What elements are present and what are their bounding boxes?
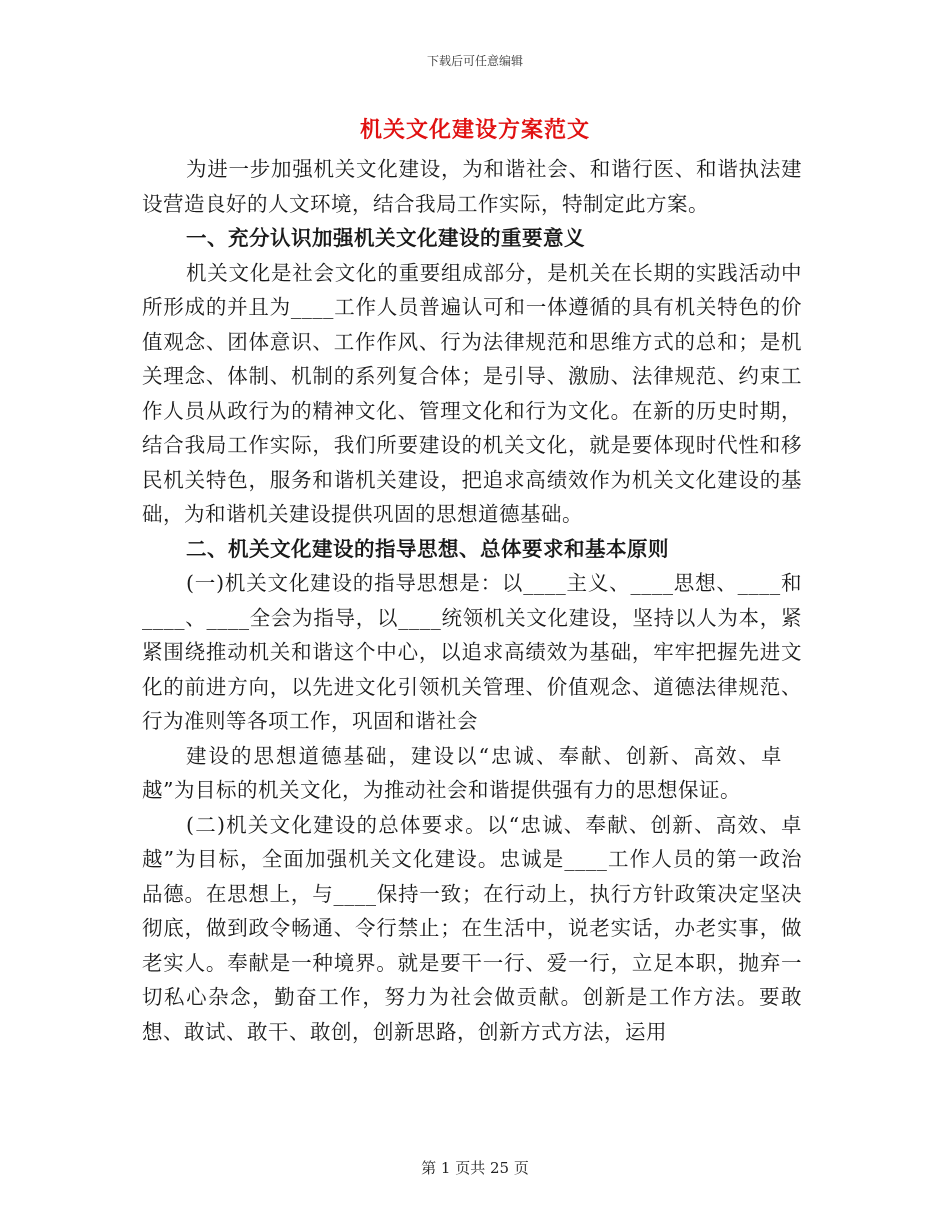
overall-requirements-paragraph: (二)机关文化建设的总体要求。以“忠诚、奉献、创新、高效、卓越”为目标，全面加强机关文化建设。忠诚是____工作人员的第一政治品德。在思想上，与____保持一致；在行动上，执行方针政策决定坚决彻底，做到政令畅通、令行禁止；在生活中，说老实话，办老实事，做老实人。奉献是一种境界。就是要干一行、爱一行，立足本职，抛弃一切私心杂念，勤奋工作，努力为社会做贡献。创新是工作方法。要敢想、敢试、敢干、敢创，创新思路，创新方式方法，运用: [142, 812, 802, 1044]
intro-paragraph: 为进一步加强机关文化建设，为和谐社会、和谐行医、和谐执法建设营造良好的人文环境，结合我局工作实际，特制定此方案。: [142, 157, 802, 216]
section-heading-1: 一、充分认识加强机关文化建设的重要意义: [186, 226, 585, 250]
page-header-note: 下载后可任意编辑: [426, 54, 523, 68]
document-body: [142, 152, 802, 1049]
page-number: 第 1 页共 25 页: [421, 1159, 529, 1177]
section-1-paragraph: 机关文化是社会文化的重要组成部分，是机关在长期的实践活动中所形成的并且为____工作人员普遍认可和一体遵循的具有机关特色的价值观念、团体意识、工作作风、行为法律规范和思维方式的总和；是机关理念、体制、机制的系列复合体；是引导、激励、法律规范、约束工作人员从政行为的精神文化、管理文化和行为文化。在新的历史时期，结合我局工作实际，我们所要建设的机关文化，就是要体现时代性和移民机关特色，服务和谐机关建设，把追求高绩效作为机关文化建设的基础，为和谐机关建设提供巩固的思想道德基础。: [142, 260, 802, 526]
document-title: 机关文化建设方案范文: [359, 117, 590, 143]
guiding-ideology-paragraph: (一)机关文化建设的指导思想是：以____主义、____思想、____和____、____全会为指导，以____统领机关文化建设，坚持以人为本，紧紧围绕推动机关和谐这个中心，以追求高绩效为基础，牢牢把握先进文化的前进方向，以先进文化引领机关管理、价值观念、道德法律规范、行为准则等各项工作，巩固和谐社会: [142, 571, 802, 733]
goal-paragraph: 建设的思想道德基础，建设以“忠诚、奉献、创新、高效、卓越”为目标的机关文化，为推动社会和谐提供强有力的思想保证。: [142, 743, 782, 802]
section-heading-2: 二、机关文化建设的指导思想、总体要求和基本原则: [186, 536, 669, 561]
